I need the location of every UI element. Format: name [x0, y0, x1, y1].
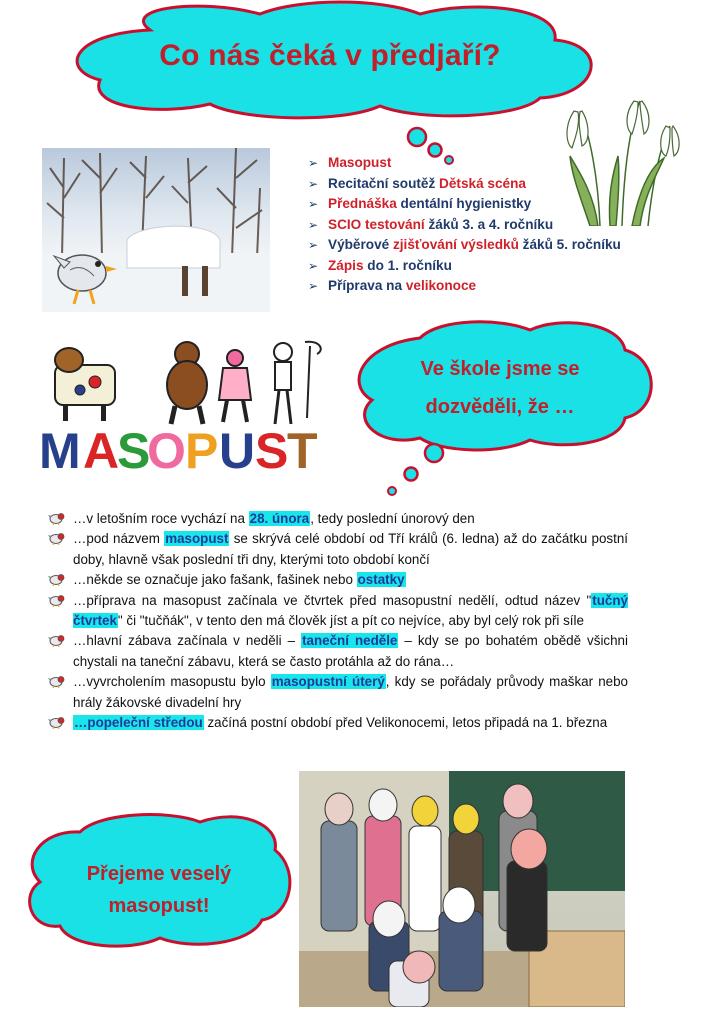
highlighted-term: 28. února	[249, 511, 310, 526]
fact-text: se skrývá celé období od Tří králů (6. ledna) až do začátku postní doby, hlavně však poslední tři dny, kterými toto období končí	[73, 531, 629, 567]
fact-text: …hlavní zábava začínala v neděli –	[73, 633, 302, 649]
event-text: žáků 3. a 4. ročníku	[424, 216, 554, 232]
fact-text: …příprava na masopust začínala ve čtvrtek před masopustní nedělí, odtud název "	[73, 592, 592, 608]
svg-text:U: U	[219, 423, 256, 472]
fact-text: , tedy poslední únorový den	[310, 511, 475, 526]
svg-text:A: A	[83, 423, 120, 472]
svg-text:M: M	[39, 423, 81, 472]
fact-text: …pod názvem	[73, 531, 165, 547]
event-text: Příprava na	[328, 278, 406, 293]
arrow-bullet-icon: ➢	[308, 197, 319, 211]
event-text: Přednáška	[328, 196, 397, 211]
arrow-bullet-icon: ➢	[308, 238, 319, 252]
fact-text: …v letošním roce vychází na	[73, 511, 249, 526]
school-cloud-line2: dozvěděli, že …	[425, 396, 575, 418]
highlighted-term: …popeleční středou	[74, 715, 203, 731]
page-title: Co nás čeká v předjaří?	[159, 39, 501, 72]
highlighted-term: masopustní úterý	[271, 674, 385, 690]
fact-text: " či "tučňák", v tento den má člověk jíst a pít co nejvíce, aby byl celý rok při síle	[117, 613, 584, 629]
arrow-bullet-icon: ➢	[308, 279, 319, 293]
svg-text:T: T	[287, 423, 318, 472]
event-text: velikonoce	[405, 278, 477, 293]
arrow-bullet-icon: ➢	[308, 217, 319, 232]
event-text: Výběrové	[328, 237, 393, 252]
arrow-bullet-icon: ➢	[308, 258, 319, 273]
wish-cloud-text	[44, 840, 274, 940]
highlighted-term: ostatky	[357, 572, 405, 588]
event-text: Masopust	[328, 155, 392, 170]
event-text: zjišťování výsledků	[392, 237, 519, 252]
event-text: Dětská scéna	[439, 175, 526, 191]
arrow-bullet-icon: ➢	[308, 156, 319, 170]
fact-text: , kdy se pořádaly průvody maškar nebo hrály žákovské divadelní hry	[73, 674, 628, 710]
highlighted-term: tučný čtvrtek	[73, 592, 628, 629]
fact-text: – kdy se po bohatém obědě všichni chystali na taneční zábavu, která se často protáhla až do rána…	[73, 633, 628, 669]
event-text: Recitační soutěž	[328, 175, 440, 191]
svg-text:S: S	[117, 423, 151, 472]
svg-text:P: P	[185, 423, 219, 472]
event-text: Zápis	[328, 257, 364, 273]
event-text: dentální hygienistky	[396, 196, 532, 211]
fact-text: …někde se označuje jako fašank, fašinek nebo	[73, 572, 357, 588]
arrow-bullet-icon: ➢	[308, 176, 319, 191]
fact-text: začíná postní období před Velikonocemi, letos připadá na 1. března	[203, 715, 608, 731]
wish-cloud-line2: masopust!	[108, 895, 210, 917]
class-masks-photo	[299, 771, 625, 1007]
wish-cloud-line1: Přejeme veselý	[86, 863, 232, 885]
event-text: SCIO testování	[328, 216, 425, 232]
school-cloud-line1: Ve škole jsme se	[420, 358, 580, 380]
event-text: do 1. ročníku	[363, 257, 452, 273]
svg-text:S: S	[255, 423, 289, 472]
event-text: žáků 5. ročníku	[518, 237, 621, 252]
highlighted-term: masopust	[165, 531, 229, 547]
fact-text: …vyvrcholením masopustu bylo	[73, 674, 271, 690]
svg-text:O: O	[147, 423, 186, 472]
highlighted-term: taneční neděle	[302, 633, 398, 649]
